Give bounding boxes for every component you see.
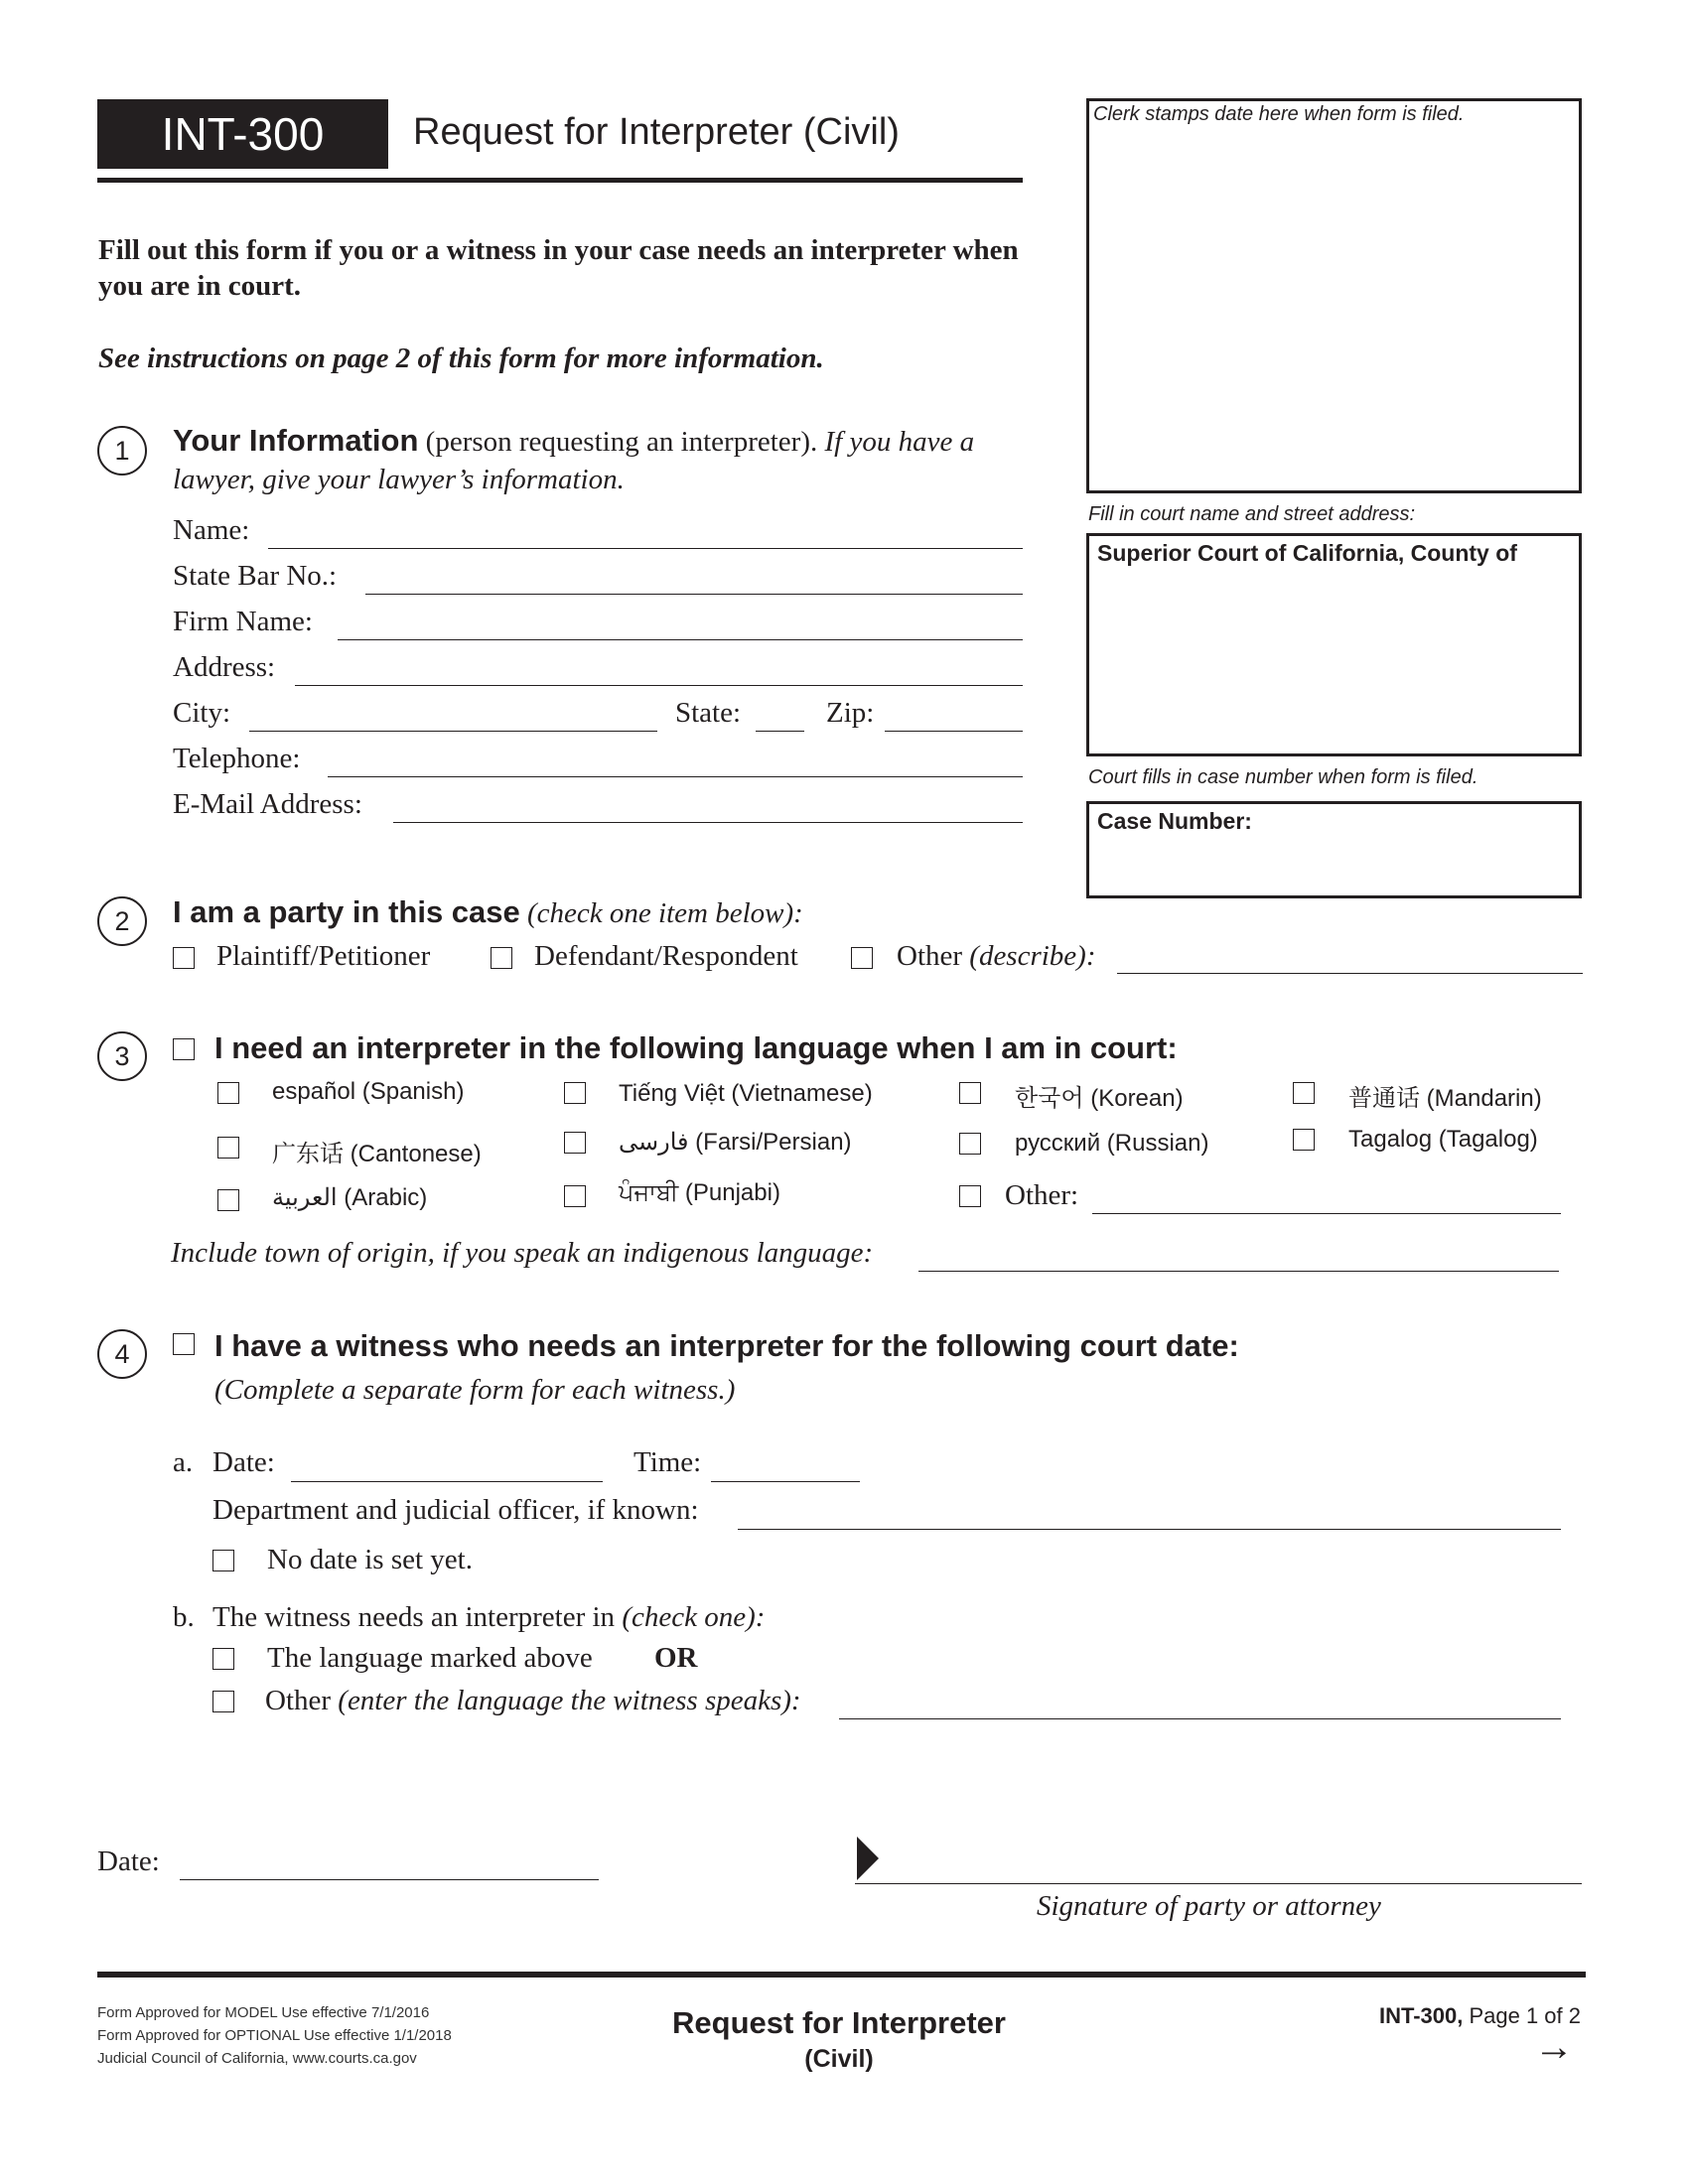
vietnamese-label: Tiếng Việt (Vietnamese): [619, 1080, 873, 1107]
other-party-checkbox[interactable]: [851, 947, 873, 969]
other-party-italic: (describe):: [962, 940, 1096, 972]
defendant-label: Defendant/Respondent: [534, 940, 798, 972]
section-1-paren: (person requesting an interpreter).: [418, 426, 825, 458]
witness-time-field[interactable]: [711, 1481, 860, 1482]
witness-other-language-checkbox[interactable]: [212, 1691, 234, 1712]
case-number-label: Case Number:: [1097, 808, 1252, 834]
section-1-number: 1: [97, 426, 147, 476]
form-id-badge: INT-300: [97, 99, 388, 169]
mandarin-checkbox[interactable]: [1293, 1082, 1315, 1104]
section-2-italic: (check one item below):: [519, 897, 803, 929]
russian-checkbox[interactable]: [959, 1133, 981, 1155]
name-field[interactable]: [268, 548, 1023, 549]
witness-date-field[interactable]: [291, 1481, 603, 1482]
firm-name-field[interactable]: [338, 639, 1023, 640]
indigenous-label: Include town of origin, if you speak an indigenous language:: [171, 1237, 874, 1269]
korean-label: 한국어 (Korean): [1015, 1085, 1184, 1112]
signature-date-field[interactable]: [180, 1879, 599, 1880]
court-name-value: Superior Court of California, County of: [1097, 540, 1517, 566]
punjabi-checkbox[interactable]: [564, 1185, 586, 1207]
zip-field[interactable]: [885, 731, 1023, 732]
court-name-box[interactable]: [1086, 533, 1582, 756]
signature-date-label: Date:: [97, 1845, 160, 1877]
other-language-label: Other:: [1005, 1179, 1079, 1211]
or-label: OR: [654, 1642, 698, 1674]
farsi-checkbox[interactable]: [564, 1132, 586, 1154]
language-marked-label: The language marked above: [267, 1642, 593, 1674]
witness-other-language-field[interactable]: [839, 1718, 1561, 1719]
item-b-text: [212, 1601, 765, 1634]
section-1-heading-line2: lawyer, give your lawyer’s information.: [173, 464, 625, 495]
tagalog-checkbox[interactable]: [1293, 1129, 1315, 1151]
footer-line-3: Judicial Council of California, www.courts.ca.gov: [97, 2050, 417, 2067]
instructions-note: See instructions on page 2 of this form for more information.: [98, 342, 824, 374]
tagalog-label: Tagalog (Tagalog): [1348, 1126, 1538, 1153]
case-number-box[interactable]: [1086, 801, 1582, 898]
other-language-field[interactable]: [1092, 1213, 1561, 1214]
zip-label: Zip:: [826, 697, 875, 729]
city-label: City:: [173, 697, 231, 729]
section-4-heading: I have a witness who needs an interpreter for the following court date:: [214, 1328, 1239, 1363]
item-b-plain: The witness needs an interpreter in: [212, 1601, 623, 1633]
state-bar-field[interactable]: [365, 594, 1023, 595]
section-2-heading: [173, 894, 803, 930]
section-4-subtitle: (Complete a separate form for each witness.): [214, 1374, 736, 1406]
arabic-label: العربية (Arabic): [272, 1184, 428, 1211]
other-party-label: [897, 940, 1096, 973]
clerk-stamp-box: [1086, 98, 1582, 493]
address-field[interactable]: [295, 685, 1023, 686]
city-field[interactable]: [249, 731, 657, 732]
russian-label: русский (Russian): [1015, 1130, 1209, 1157]
spanish-label: español (Spanish): [272, 1078, 465, 1105]
farsi-label: فارسی (Farsi/Persian): [619, 1129, 852, 1156]
no-date-label: No date is set yet.: [267, 1544, 473, 1575]
plaintiff-checkbox[interactable]: [173, 947, 195, 969]
court-name-caption: Fill in court name and street address:: [1088, 503, 1416, 525]
email-label: E-Mail Address:: [173, 788, 362, 820]
department-label: Department and judicial officer, if known:: [212, 1494, 699, 1526]
witness-other-text: Other: [265, 1685, 339, 1716]
department-field[interactable]: [738, 1529, 1561, 1530]
mandarin-label: 普通话 (Mandarin): [1348, 1085, 1542, 1112]
section-1-title: Your Information: [173, 423, 419, 458]
section-1-italic: If you have a: [824, 426, 975, 458]
no-date-checkbox[interactable]: [212, 1550, 234, 1571]
footer-subtitle: (Civil): [804, 2045, 874, 2073]
state-bar-label: State Bar No.:: [173, 560, 338, 592]
cantonese-checkbox[interactable]: [217, 1137, 239, 1159]
email-field[interactable]: [393, 822, 1023, 823]
defendant-checkbox[interactable]: [491, 947, 512, 969]
name-label: Name:: [173, 514, 250, 546]
telephone-label: Telephone:: [173, 743, 301, 774]
witness-date-label: Date:: [212, 1446, 275, 1478]
language-marked-checkbox[interactable]: [212, 1648, 234, 1670]
item-b-italic: (check one):: [622, 1601, 766, 1633]
case-number-caption: Court fills in case number when form is filed.: [1088, 766, 1478, 788]
state-label: State:: [675, 697, 742, 729]
item-b-label: b.: [173, 1601, 195, 1633]
plaintiff-label: Plaintiff/Petitioner: [216, 940, 431, 972]
footer-page-number: Page 1 of 2: [1463, 2003, 1581, 2028]
footer-line-1: Form Approved for MODEL Use effective 7/1/2016: [97, 2004, 430, 2021]
witness-time-label: Time:: [633, 1446, 702, 1478]
address-label: Address:: [173, 651, 276, 683]
korean-checkbox[interactable]: [959, 1082, 981, 1104]
section-2-number: 2: [97, 896, 147, 946]
footer-rule: [97, 1972, 1586, 1978]
other-party-field[interactable]: [1117, 973, 1583, 974]
witness-checkbox[interactable]: [173, 1333, 195, 1355]
section-4-number: 4: [97, 1329, 147, 1379]
spanish-checkbox[interactable]: [217, 1082, 239, 1104]
cantonese-label: 广东话 (Cantonese): [272, 1141, 482, 1167]
section-1-heading: [173, 423, 974, 459]
section-3-number: 3: [97, 1031, 147, 1081]
header-rule: [97, 178, 1023, 183]
signature-arrow-icon: [857, 1837, 879, 1880]
state-field[interactable]: [756, 731, 804, 732]
punjabi-label: ਪੰਜਾਬੀ (Punjabi): [619, 1179, 780, 1206]
footer-form-id: INT-300,: [1378, 2003, 1464, 2028]
form-title: Request for Interpreter (Civil): [413, 111, 900, 153]
section-2-title: I am a party in this case: [173, 894, 520, 929]
vietnamese-checkbox[interactable]: [564, 1082, 586, 1104]
other-language-checkbox[interactable]: [959, 1185, 981, 1207]
witness-other-italic: (enter the language the witness speaks):: [338, 1685, 801, 1716]
intro-line-1: Fill out this form if you or a witness in your case needs an interpreter when: [98, 234, 1019, 266]
arabic-checkbox[interactable]: [217, 1189, 239, 1211]
signature-caption: Signature of party or attorney: [1037, 1890, 1381, 1922]
section-3-heading: I need an interpreter in the following language when I am in court:: [214, 1030, 1178, 1065]
clerk-stamp-label: Clerk stamps date here when form is filed.: [1093, 103, 1465, 125]
item-a-label: a.: [173, 1446, 194, 1478]
telephone-field[interactable]: [328, 776, 1023, 777]
interpreter-needed-checkbox[interactable]: [173, 1038, 195, 1060]
other-party-text: Other: [897, 940, 963, 972]
next-page-arrow-icon[interactable]: →: [1534, 2025, 1574, 2069]
intro-line-2: you are in court.: [98, 270, 302, 302]
indigenous-field[interactable]: [918, 1271, 1559, 1272]
footer-line-2: Form Approved for OPTIONAL Use effective 1/1/2018: [97, 2027, 452, 2044]
witness-other-language-label: [265, 1685, 801, 1717]
firm-name-label: Firm Name:: [173, 606, 313, 637]
footer-title: Request for Interpreter: [672, 2005, 1006, 2040]
signature-field[interactable]: [855, 1883, 1582, 1884]
